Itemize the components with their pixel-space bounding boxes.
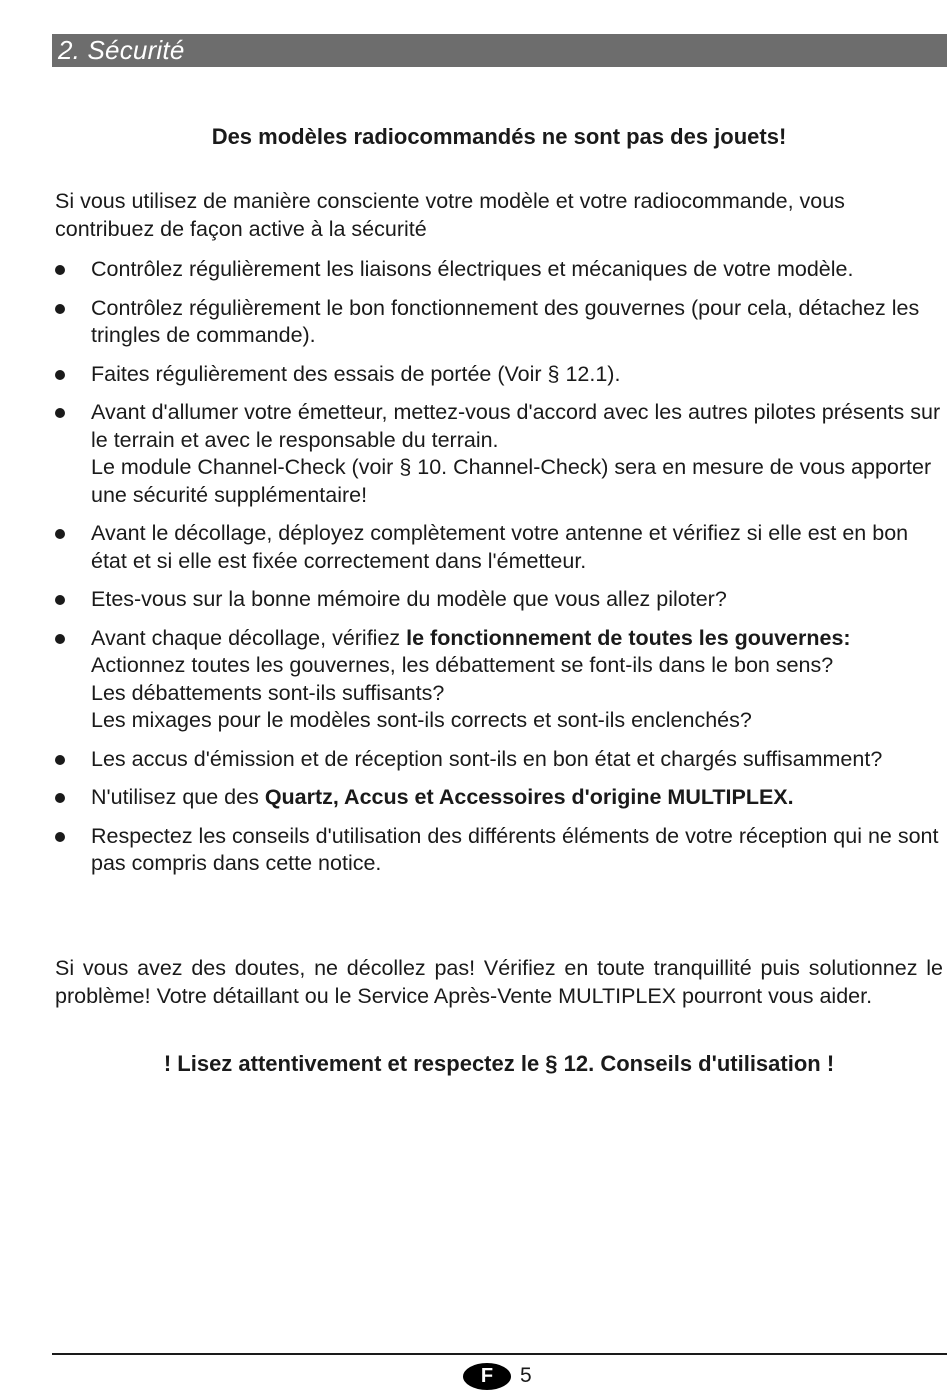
bullet-list bbox=[55, 256, 943, 889]
bullet-dot bbox=[55, 529, 65, 539]
section-title: 2. Sécurité bbox=[58, 35, 185, 65]
bullet-dot bbox=[55, 755, 65, 765]
bullet-text: Faites régulièrement des essais de portée (Voir § 12.1). bbox=[91, 361, 621, 386]
bullet-line: Avant d'allumer votre émetteur, mettez-vous d'accord avec les autres pilotes présents sur le terrain et avec le responsable du terrain. bbox=[91, 400, 941, 452]
bullet-prefix: Avant chaque décollage, vérifiez bbox=[91, 625, 407, 650]
list-item bbox=[55, 361, 943, 389]
list-item bbox=[55, 586, 943, 614]
bullet-text: Etes-vous sur la bonne mémoire du modèle que vous allez piloter? bbox=[91, 587, 727, 611]
bullet-text: Les accus d'émission et de réception sont-ils en bon état et chargés suffisamment? bbox=[91, 746, 883, 771]
bullet-dot bbox=[55, 408, 65, 418]
list-item bbox=[55, 784, 943, 812]
list-item bbox=[55, 823, 943, 878]
bullet-line: Le module Channel-Check (voir § 10. Channel-Check) sera en mesure de vous apporter une sécurité supplémentaire! bbox=[91, 455, 932, 507]
bullet-text bbox=[91, 625, 943, 735]
list-item bbox=[55, 399, 943, 509]
bullet-text bbox=[91, 399, 943, 509]
bullet-emphasis: le fonctionnement de toutes les gouvernes: bbox=[406, 625, 851, 650]
bullet-dot bbox=[55, 265, 65, 275]
bullet-dot bbox=[55, 304, 65, 314]
bullet-dot bbox=[55, 595, 65, 605]
bullet-emphasis: Quartz, Accus et Accessoires d'origine MULTIPLEX. bbox=[264, 785, 794, 809]
list-item bbox=[55, 295, 943, 350]
bullet-text: Contrôlez régulièrement le bon fonctionnement des gouvernes (pour cela, détachez les tringles de commande). bbox=[91, 295, 920, 347]
warning-notice: ! Lisez attentivement et respectez le § 12. Conseils d'utilisation ! bbox=[163, 1051, 835, 1076]
bullet-text: Respectez les conseils d'utilisation des différents éléments de votre réception qui ne sont pas compris dans cette notice. bbox=[91, 823, 939, 875]
bullet-prefix: N'utilisez que des bbox=[91, 785, 265, 809]
bullet-dot bbox=[55, 370, 65, 380]
bullet-dot bbox=[55, 832, 65, 842]
bullet-line: Les mixages pour le modèles sont-ils corrects et sont-ils enclenchés? bbox=[91, 708, 752, 732]
bullet-line: Les débattements sont-ils suffisants? bbox=[91, 680, 445, 705]
country-badge: F bbox=[463, 1363, 511, 1390]
list-item bbox=[55, 256, 943, 284]
bullet-line: Actionnez toutes les gouvernes, les débattement se font-ils dans le bon sens? bbox=[91, 653, 834, 677]
bullet-text: Contrôlez régulièrement les liaisons électriques et mécaniques de votre modèle. bbox=[91, 257, 854, 281]
headline: Des modèles radiocommandés ne sont pas des jouets! bbox=[211, 124, 787, 149]
bullet-line bbox=[91, 625, 943, 653]
list-item bbox=[55, 625, 943, 735]
bullet-dot bbox=[55, 793, 65, 803]
list-item bbox=[55, 520, 943, 575]
bullet-text: Avant le décollage, déployez complètement votre antenne et vérifiez si elle est en bon état et si elle est fixée correctement dans l'émetteur. bbox=[91, 521, 909, 573]
closing-paragraph: Si vous avez des doutes, ne décollez pas! Vérifiez en toute tranquillité puis solutionnez le problème! Votre détaillant ou le Service Après-Vente MULTIPLEX pourront vous aider. bbox=[55, 956, 943, 1008]
section-header bbox=[52, 34, 947, 67]
bullet-text bbox=[91, 784, 943, 812]
page-number: 5 bbox=[520, 1364, 532, 1387]
list-item bbox=[55, 746, 943, 774]
footer-divider bbox=[52, 1353, 947, 1355]
bullet-dot bbox=[55, 634, 65, 644]
intro-paragraph: Si vous utilisez de manière consciente votre modèle et votre radiocommande, vous contribuez de façon active à la sécurité bbox=[55, 189, 845, 241]
